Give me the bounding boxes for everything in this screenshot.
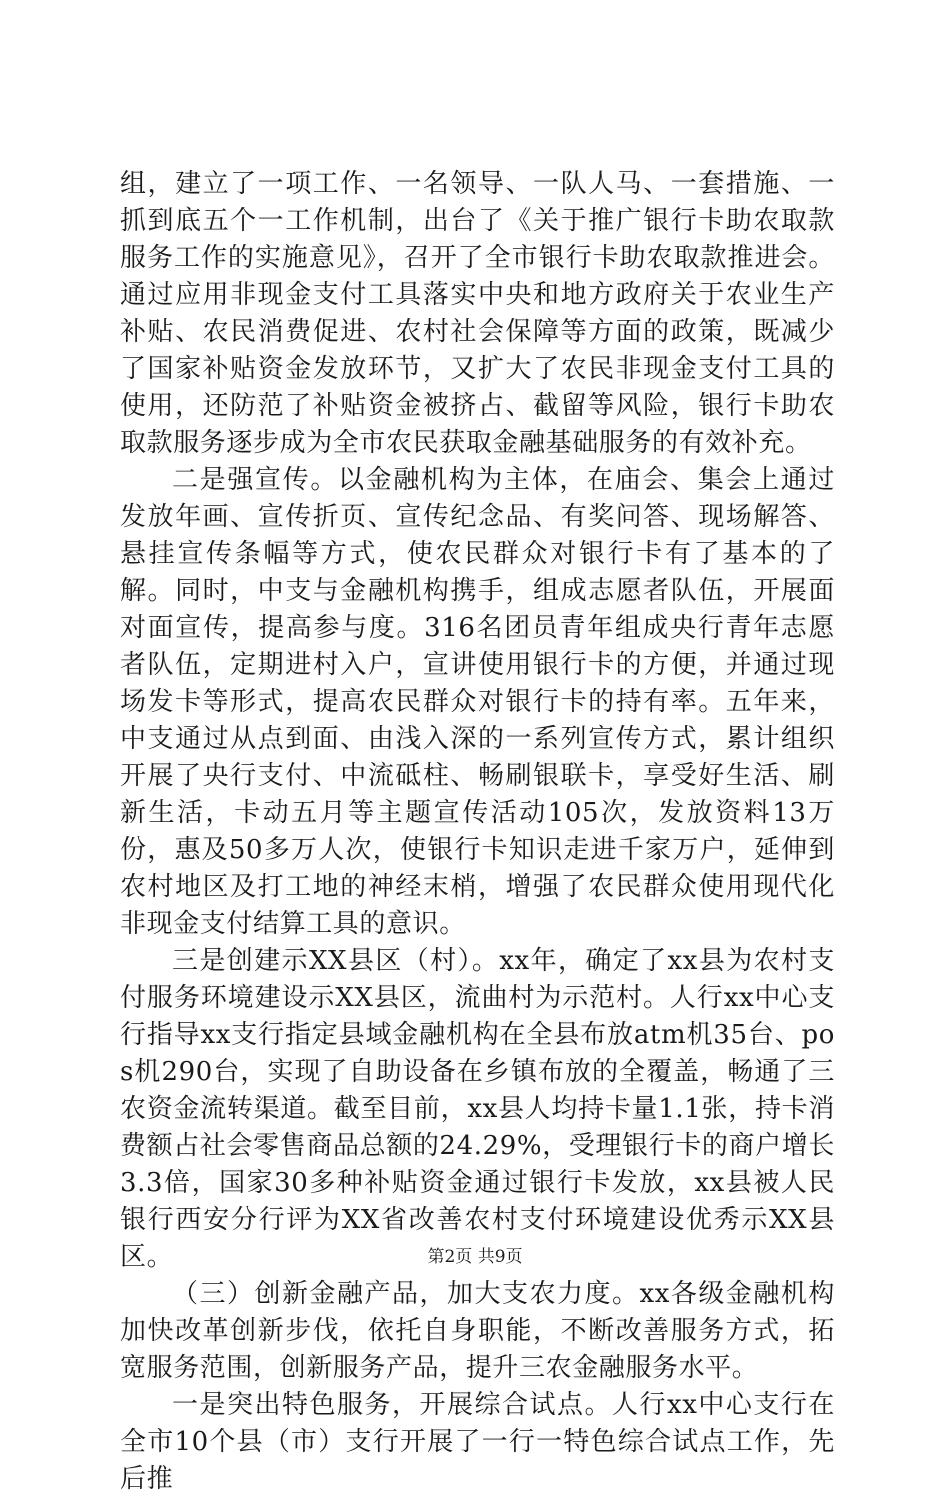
body-paragraph-1: 组，建立了一项工作、一名领导、一队人马、一套措施、一抓到底五个一工作机制，出台了《关于推广银行卡助农取款服务工作的实施意见》，召开了全市银行卡助农取款推进会。通过应用非现金支付工具落实中央和地方政府关于农业生产补贴、农民消费促进、农村社会保障等方面的政策，既减少了国家补贴资金发放环节，又扩大了农民非现金支付工具的使用，还防范了补贴资金被挤占、截留等风险，银行卡助农取款服务逐步成为全市农民获取金融基础服务的有效补充。 [120,169,835,458]
page-number-footer: 第2页 共9页 [427,1247,523,1267]
body-paragraph-5: 一是突出特色服务，开展综合试点。人行xx中心支行在全市10个县（市）支行开展了一行一特色综合试点工作，先后推 [120,1390,835,1494]
body-paragraph-2: 二是强宣传。以金融机构为主体，在庙会、集会上通过发放年画、宣传折页、宣传纪念品、有奖问答、现场解答、悬挂宣传条幅等方式，使农民群众对银行卡有了基本的了解。同时，中支与金融机构携手，组成志愿者队伍，开展面对面宣传，提高参与度。316名团员青年组成央行青年志愿者队伍，定期进村入户，宣讲使用银行卡的方便，并通过现场发卡等形式，提高农民群众对银行卡的持有率。五年来，中支通过从点到面、由浅入深的一系列宣传方式，累计组织开展了央行支付、中流砥柱、畅刷银联卡，享受好生活、刷新生活，卡动五月等主题宣传活动105次，发放资料13万份，惠及50多万人次，使银行卡知识走进千家万户，延伸到农村地区及打工地的神经末梢，增强了农民群众使用现代化非现金支付结算工具的意识。 [120,465,835,939]
body-paragraph-3: 三是创建示XX县区（村）。xx年，确定了xx县为农村支付服务环境建设示XX县区，流曲村为示范村。人行xx中心支行指导xx支行指定县域金融机构在全县布放atm机35台、pos机290台，实现了自助设备在乡镇布放的全覆盖，畅通了三农资金流转渠道。截至目前，xx县人均持卡量1.1张，持卡消费额占社会零售商品总额的24.29%，受理银行卡的商户增长3.3倍，国家30多种补贴资金通过银行卡发放，xx县被人民银行西安分行评为XX省改善农村支付环境建设优秀示XX县区。 [120,946,835,1272]
document-body [120,166,835,1498]
body-paragraph-4: （三）创新金融产品，加大支农力度。xx各级金融机构加快改革创新步伐，依托自身职能，不断改善服务方式，拓宽服务范围，创新服务产品，提升三农金融服务水平。 [120,1279,835,1383]
